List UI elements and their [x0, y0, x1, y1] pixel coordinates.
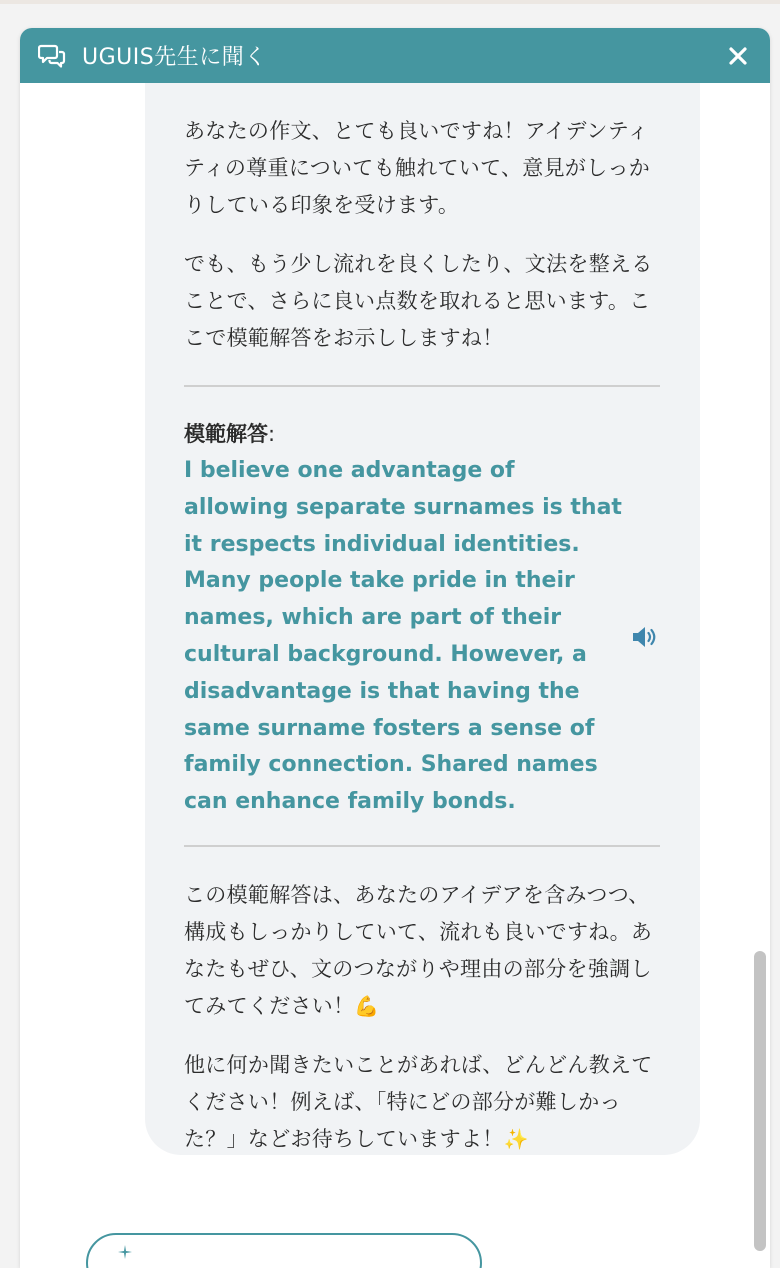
- message-paragraph: この模範解答は、あなたのアイデアを含みつつ、構成もしっかりしていて、流れも良いですね。あなたもぜひ、文のつながりや理由の部分を強調してみてください！💪: [184, 882, 653, 1018]
- divider: [184, 385, 660, 387]
- close-button[interactable]: [724, 42, 752, 70]
- speaker-icon: [631, 625, 659, 649]
- message-paragraph: でも、もう少し流れを良くしたり、文法を整えることで、さらに良い点数を取れると思います。ここで模範解答をお示ししますね！: [184, 252, 653, 350]
- sparkles-emoji: ✨: [503, 1126, 529, 1151]
- model-answer-text: I believe one advantage of allowing separate surnames is that it respects individual identities. Many people take pride in their names, which are part of their cultural background. However, a disadvantage is that having the same surname fosters a sense of family connection. Shared names can enhance family bonds.: [184, 458, 622, 815]
- message-paragraph: あなたの作文、とても良いですね！アイデンティティの尊重についても触れていて、意見がしっかりしている印象を受けます。: [184, 119, 651, 217]
- chat-panel: [20, 28, 770, 1268]
- message-paragraph: 他に何か聞きたいことがあれば、どんどん教えてください！例えば、「特にどの部分が難しかった？」などお待ちしていますよ！✨: [184, 1052, 653, 1151]
- play-audio-button[interactable]: [630, 622, 660, 652]
- close-icon: [728, 46, 748, 66]
- model-answer-row: [184, 453, 660, 821]
- scrollbar[interactable]: [752, 83, 766, 1268]
- suggestion-button[interactable]: [86, 1233, 482, 1268]
- sparkle-icon: [118, 1245, 132, 1259]
- flexed-biceps-emoji: 💪: [354, 993, 380, 1018]
- chat-header: [20, 28, 770, 83]
- model-answer-label: 模範解答:: [184, 422, 276, 446]
- divider: [184, 845, 660, 847]
- chat-body: [20, 83, 770, 1268]
- assistant-message-bubble: [145, 83, 700, 1155]
- scrollbar-thumb[interactable]: [754, 951, 766, 1251]
- top-strip: [0, 0, 780, 4]
- chat-bubbles-icon: [38, 43, 68, 69]
- chat-title: UGUIS先生に聞く: [82, 45, 267, 70]
